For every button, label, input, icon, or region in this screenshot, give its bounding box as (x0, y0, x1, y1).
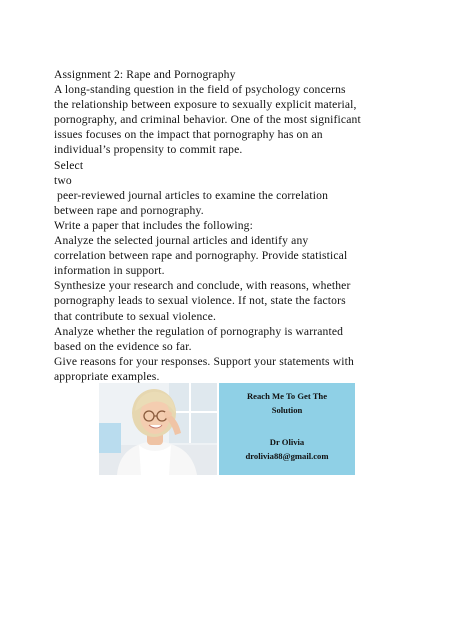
text-line: information in support. (54, 264, 165, 278)
text-line: individual’s propensity to commit rape. (54, 143, 243, 157)
text-line: pornography leads to sexual violence. If not, state the factors (54, 294, 346, 308)
contact-email: drolivia88@gmail.com (245, 451, 329, 461)
banner-heading: Reach Me To Get The (246, 391, 328, 401)
contact-card (219, 383, 355, 475)
text-line: A long-standing question in the field of psychology concerns (54, 83, 346, 97)
text-line: pornography, and criminal behavior. One of the most significant (54, 113, 361, 127)
text-line: Select (54, 158, 84, 172)
text-line: between rape and pornography. (54, 203, 204, 217)
banner-heading-continued: Solution (271, 405, 303, 415)
text-line: that contribute to sexual violence. (54, 309, 217, 323)
text-line: Analyze the selected journal articles and identify any (54, 234, 309, 248)
text-line: Synthesize your research and conclude, with reasons, whether (54, 279, 351, 293)
contact-name: Dr Olivia (269, 437, 305, 447)
text-line: Write a paper that includes the following: (54, 218, 254, 232)
text-line: peer-reviewed journal articles to examine the correlation (54, 188, 329, 202)
text-line: based on the evidence so far. (54, 339, 192, 353)
document-body (54, 67, 414, 384)
text-line: issues focuses on the impact that pornography has on an (54, 128, 323, 142)
text-line: Give reasons for your responses. Support your statements with (54, 354, 354, 368)
text-line: the relationship between exposure to sexually explicit material, (54, 98, 357, 112)
document-title: Assignment 2: Rape and Pornography (54, 68, 236, 81)
contact-banner (99, 383, 355, 475)
text-line: correlation between rape and pornography. Provide statistical (54, 249, 348, 263)
text-line: appropriate examples. (54, 369, 160, 383)
woman-with-glasses-photo (99, 383, 217, 475)
text-line: two (54, 173, 72, 187)
text-line: Analyze whether the regulation of pornography is warranted (54, 324, 344, 338)
